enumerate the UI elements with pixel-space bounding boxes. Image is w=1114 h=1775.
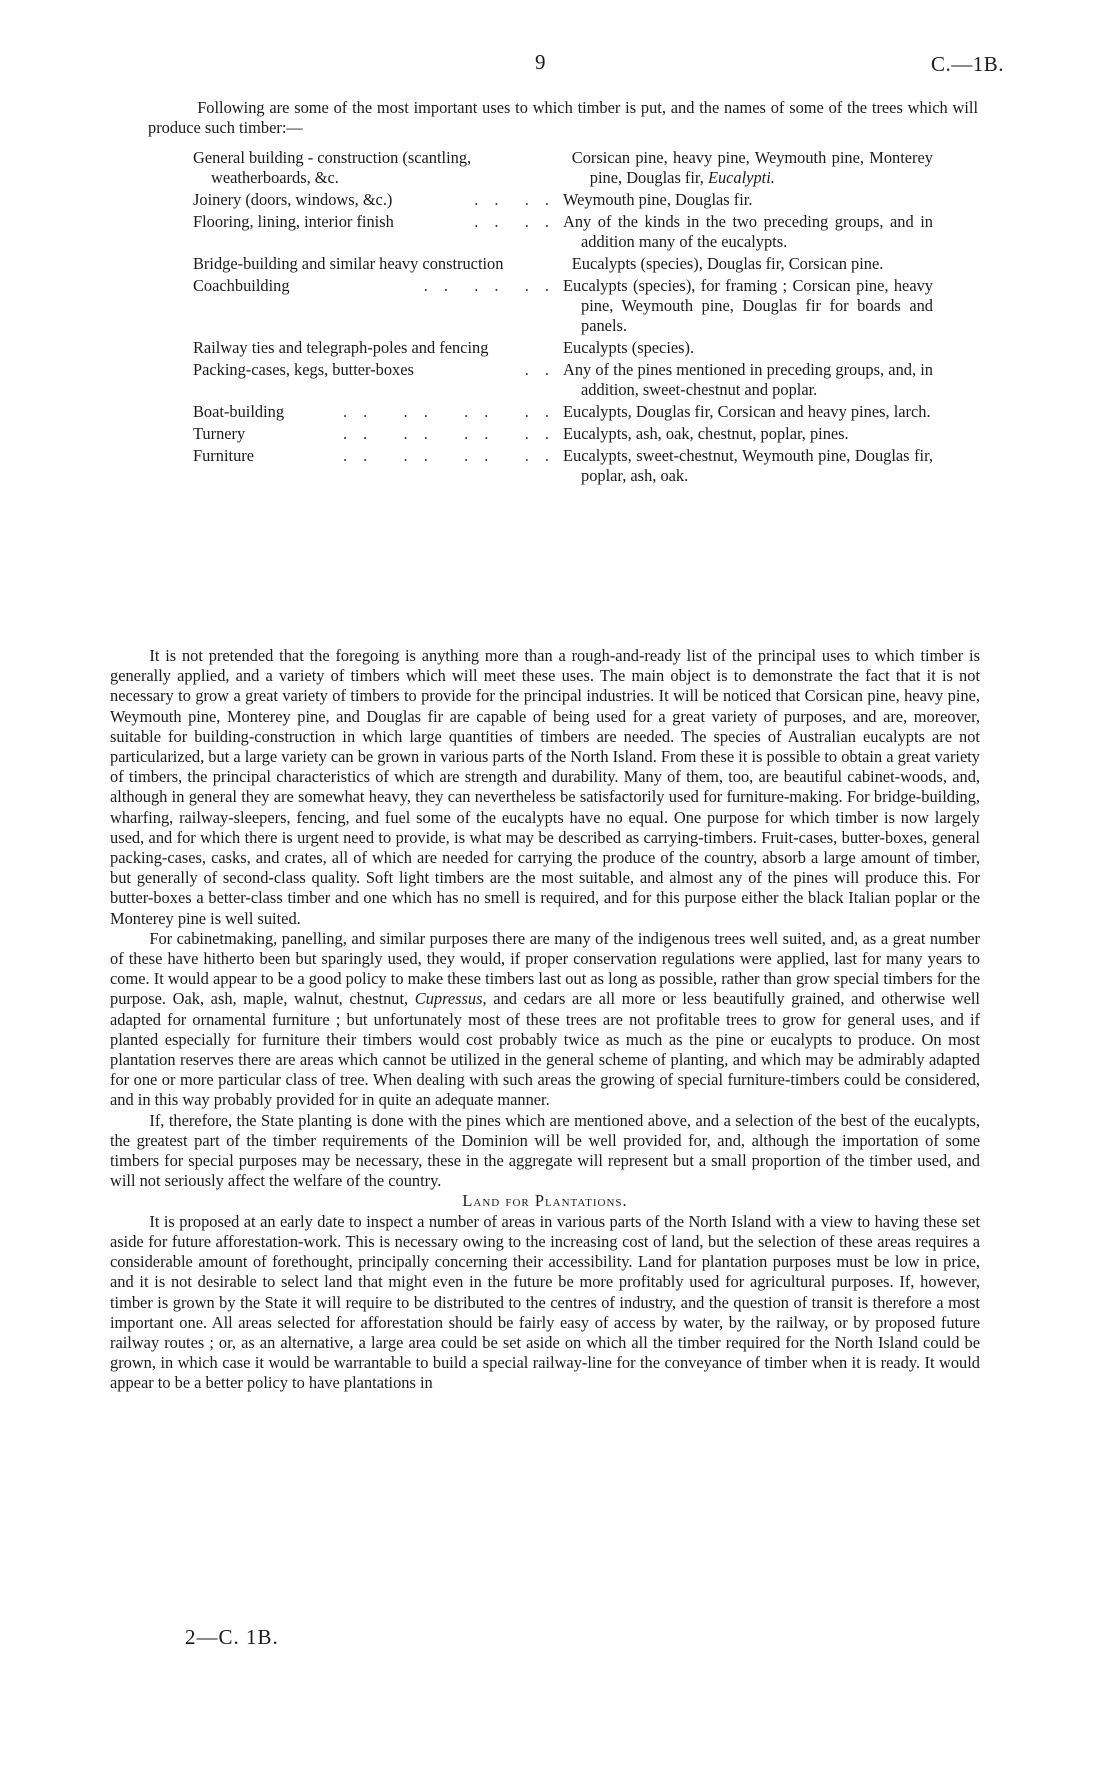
use-label: Joinery (doors, windows, &c.) . . . . [193,190,555,209]
table-row [193,212,933,252]
use-label: Furniture . . . . . . . . [193,446,555,465]
table-row [193,338,933,358]
timber-uses-table [193,148,933,488]
table-row [193,276,933,336]
tree-list: Eucalypts (species). [563,338,695,357]
tree-list: Corsican pine, heavy pine, Weymouth pine, Monterey pine, Douglas fir, Eucalypti. [571,148,933,187]
use-label: Bridge-building and similar heavy construction [193,254,504,273]
use-label: Railway ties and telegraph-poles and fencing [193,338,489,357]
tree-list: Eucalypts, sweet-chestnut, Weymouth pine, Douglas fir, poplar, ash, oak. [563,446,933,485]
tree-list: Eucalypts, Douglas fir, Corsican and heavy pines, larch. [563,402,931,421]
page-number: 9 [535,50,546,74]
tree-list: Eucalypts (species), for framing ; Corsican pine, heavy pine, Weymouth pine, Douglas fir for boards and panels. [563,276,933,335]
tree-list: Eucalypts (species), Douglas fir, Corsican pine. [571,254,884,273]
table-row [193,190,933,210]
table-row [193,446,933,486]
table-row [193,424,933,444]
use-label: Boat-building . . . . . . . . [193,402,555,421]
intro-text: Following are some of the most important uses to which timber is put, and the names of some of the trees which will produce such timber:— [148,98,978,137]
page-signature: 2—C. 1B. [185,1625,279,1649]
tree-list: Any of the pines mentioned in preceding groups, and, in addition, sweet-chestnut and poplar. [563,360,933,399]
use-label: General building - construction (scantling, weatherboards, &c. [193,148,472,187]
document-reference: C.—1B. [930,52,1004,76]
section-title: Land for Plantations. [462,1191,628,1211]
paragraph: It is not pretended that the foregoing is anything more than a rough-and-ready list of the principal uses to which timber is generally applied, and a variety of timbers which will meet these uses. The main object is to demonstrate the fact that it is not necessary to grow a great variety of timbers to provide for the principal industries. It will be noticed that Corsican pine, heavy pine, Weymouth pine, Monterey pine, and Douglas fir are capable of being used for a great variety of purposes, and are, moreover, suitable for building-construction in which large quantities of timbers are needed. The species of Australian eucalypts are not particularized, but a large variety can be grown in various parts of the North Island. From these it is possible to obtain a great variety of timbers, the principal characteristics of which are strength and durability. Many of them, too, are beautiful cabinet-woods, and, although in general they are somewhat heavy, they can nevertheless be satisfactorily used for furniture-making. For bridge-building, wharfing, railway-sleepers, fencing, and fuel some of the eucalypts have no equal. One purpose for which timber is now largely used, and for which there is urgent need to provide, is what may be described as carrying-timbers. Fruit-cases, butter-boxes, general packing-cases, casks, and crates, all of which are needed for carrying the produce of the country, absorb a large amount of timber, but generally of second-class quality. Soft light timbers are the most suitable, and almost any of the pines will produce this. For butter-boxes a better-class timber and one which has no smell is required, and for this purpose either the black Italian poplar or the Monterey pine is well suited. [110,646,980,928]
use-label: Turnery . . . . . . . . [193,424,555,443]
paragraph: If, therefore, the State planting is done with the pines which are mentioned above, and a selection of the best of the eucalypts, the greatest part of the timber requirements of the Dominion will be well provided for, and, although the importation of some timbers for special purposes may be necessary, these in the aggregate will represent but a small proportion of the timber used, and will not seriously affect the welfare of the country. [110,1110,980,1191]
tree-list: Any of the kinds in the two preceding groups, and in addition many of the eucalypts. [563,212,933,251]
use-label: Coachbuilding . . . . . . [193,276,555,295]
table-row [193,254,933,274]
use-label: Flooring, lining, interior finish . . . . [193,212,555,231]
tree-list: Eucalypts, ash, oak, chestnut, poplar, pines. [563,424,849,443]
body-text [110,646,980,1394]
paragraph: For cabinetmaking, panelling, and similar purposes there are many of the indigenous trees well suited, and, as a great number of these have hitherto been but sparingly used, they would, if proper conservation regulations were applied, last for many years to come. It would appear to be a good policy to make these timbers last out as long as possible, rather than grow special timbers for the purpose. Oak, ash, maple, walnut, chestnut, Cupressus, and cedars are all more or less beautifully grained, and otherwise well adapted for ornamental furniture ; but unfortunately most of these trees are not profitable trees to grow for general uses, and if planted especially for furniture their timbers would cost probably twice as much as the pine or eucalypts to produce. On most plantation reserves there are areas which cannot be utilized in the general scheme of planting, and which may be admirably adapted for one or more particular class of tree. When dealing with such areas the growing of special furniture-timbers could be considered, and in this way probably provided for in quite an adequate manner. [110,928,980,1110]
table-row [193,148,933,188]
table-row [193,402,933,422]
tree-list: Weymouth pine, Douglas fir. [563,190,753,209]
paragraph: It is proposed at an early date to inspect a number of areas in various parts of the North Island with a view to having these set aside for future afforestation-work. This is necessary owing to the increasing cost of land, but the selection of these areas requires a considerable amount of forethought, principally concerning their accessibility. Land for plantation purposes must be low in price, and it is not desirable to select land that might even in the future be more profitably used for agricultural purposes. If, however, timber is grown by the State it will require to be distributed to the centres of industry, and the question of transit is therefore a most important one. All areas selected for afforestation should be fairly easy of access by water, by the railway, or by proposed future railway routes ; or, as an alternative, a large area could be set aside on which all the timber required for the North Island could be grown, in which case it would be warrantable to build a special railway-line for the conveyance of timber when it is ready. It would appear to be a better policy to have plantations in [110,1211,980,1393]
use-label: Packing-cases, kegs, butter-boxes . . [193,360,555,379]
table-row [193,360,933,400]
intro-paragraph [148,98,978,138]
